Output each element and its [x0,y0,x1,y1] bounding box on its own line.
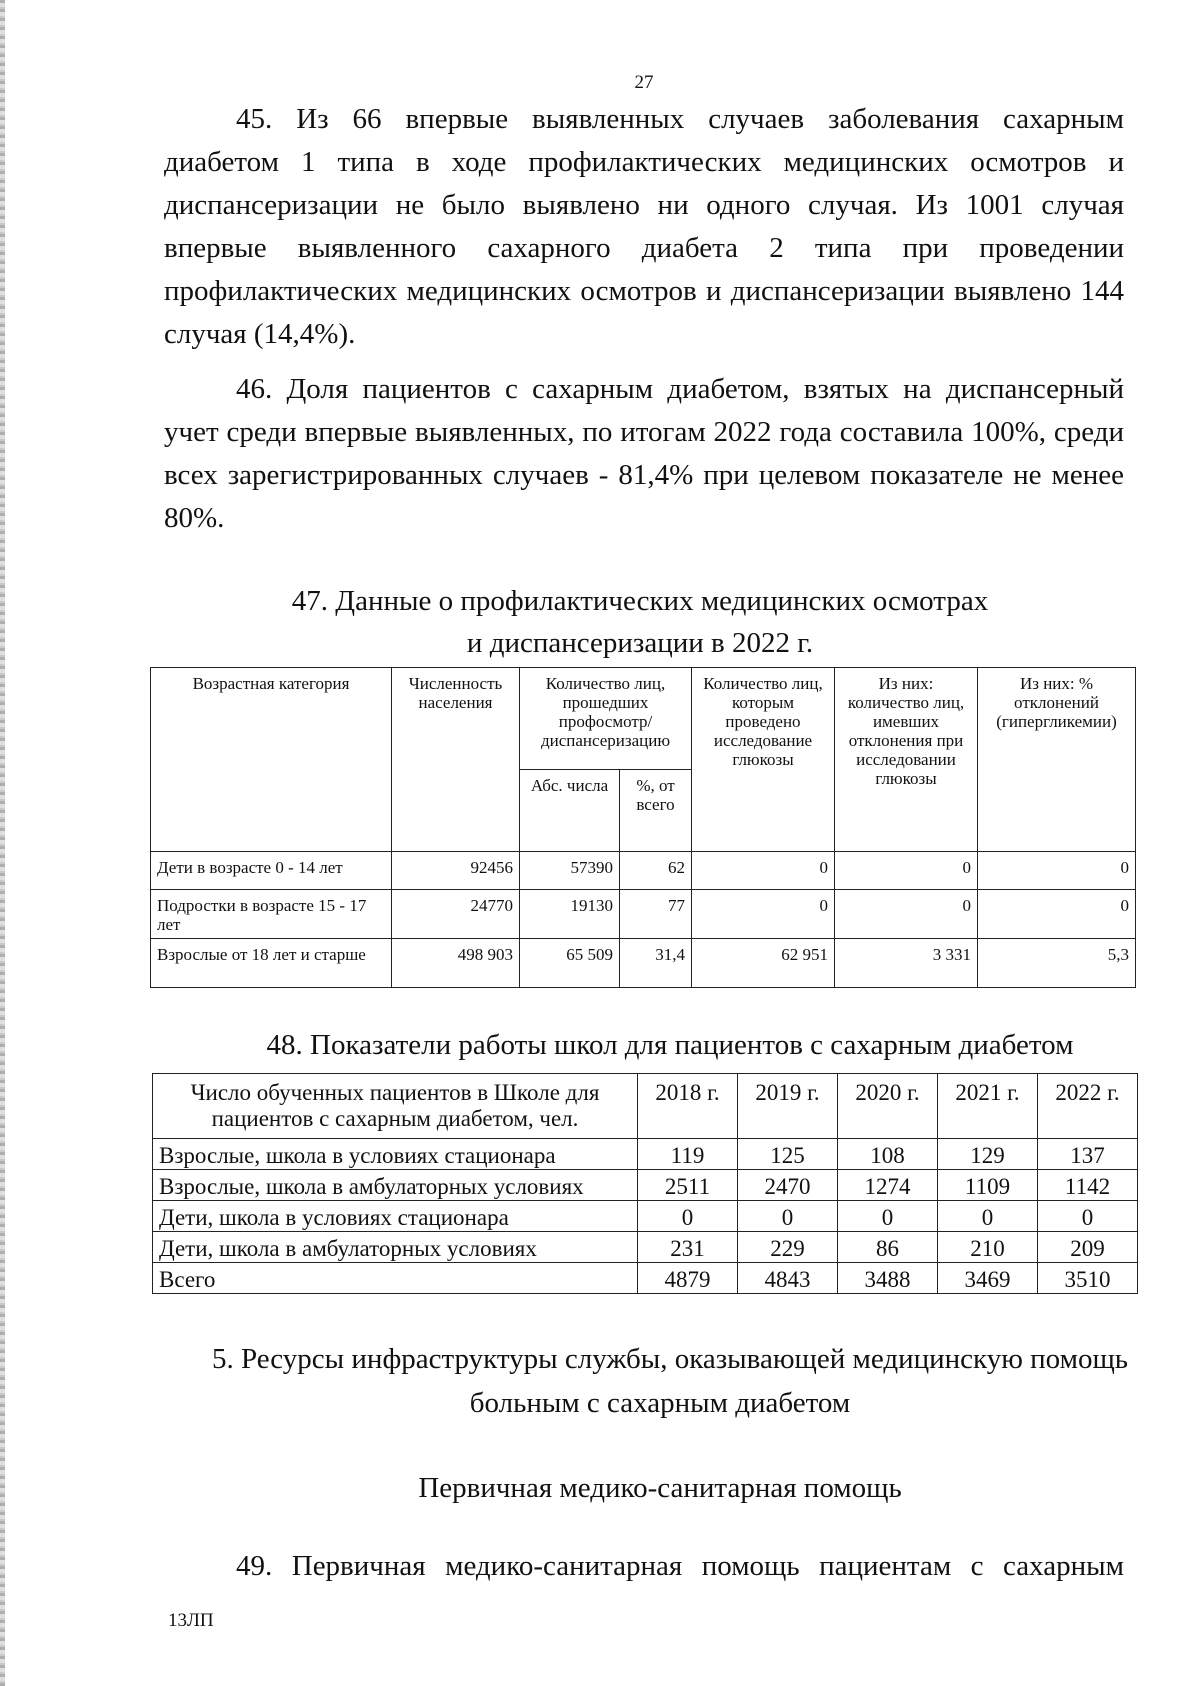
row-label: Взрослые от 18 лет и старше [151,939,392,988]
paragraph-49: 49. Первичная медико-санитарная помощь пациентам с сахарным [236,1550,1124,1582]
cell-value: 0 [738,1201,838,1232]
cell-percent-deviations: 0 [978,852,1136,890]
cell-population: 92456 [392,852,520,890]
cell-value: 0 [1038,1201,1138,1232]
cell-percent-deviations: 5,3 [978,939,1136,988]
header-percent: %, от всего [620,770,692,852]
cell-value: 2470 [738,1170,838,1201]
table-row [153,1170,1138,1201]
header-percent-deviations: Из них: % отклонений (гипергликемии) [978,668,1136,852]
table-47-title-line2: и диспансеризации в 2022 г. [466,627,814,659]
header-year-2019: 2019 г. [738,1074,838,1139]
paragraph-46: 46. Доля пациентов с сахарным диабетом, взятых на диспансерный учет среди впервые выявленных, по итогам 2022 года составила 100%, среди всех зарегистрированных случаев - 81,4% при целевом показателе не менее 80%. [164,373,1124,534]
cell-glucose: 62 951 [692,939,835,988]
header-year-2022: 2022 г. [1038,1074,1138,1139]
cell-value: 2511 [638,1170,738,1201]
cell-deviations: 0 [835,890,978,939]
header-absolute: Абс. числа [520,770,620,852]
header-year-2021: 2021 г. [938,1074,1038,1139]
cell-value: 0 [638,1201,738,1232]
header-deviations: Из них: количество лиц, имевших отклонения при исследовании глюкозы [835,668,978,852]
cell-value: 210 [938,1232,1038,1263]
cell-absolute: 65 509 [520,939,620,988]
cell-value: 137 [1038,1139,1138,1170]
cell-value: 0 [938,1201,1038,1232]
row-label: Дети, школа в условиях стационара [153,1201,638,1232]
table-row [151,939,1136,988]
cell-percent: 31,4 [620,939,692,988]
section-5-heading-line1: 5. Ресурсы инфраструктуры службы, оказывающей медицинскую помощь [211,1343,1129,1375]
page-number: 27 [634,72,654,93]
cell-absolute: 19130 [520,890,620,939]
row-label: Дети в возрасте 0 - 14 лет [151,852,392,890]
header-age-category: Возрастная категория [151,668,392,852]
cell-percent-deviations: 0 [978,890,1136,939]
cell-value: 4879 [638,1263,738,1294]
header-examined: Количество лиц, прошедших профосмотр/ диспансеризацию [520,668,692,770]
cell-value: 3488 [838,1263,938,1294]
cell-population: 24770 [392,890,520,939]
cell-value: 3469 [938,1263,1038,1294]
cell-value: 3510 [1038,1263,1138,1294]
cell-percent: 77 [620,890,692,939]
row-label: Взрослые, школа в амбулаторных условиях [153,1170,638,1201]
cell-value: 229 [738,1232,838,1263]
paragraph-45: 45. Из 66 впервые выявленных случаев заболевания сахарным диабетом 1 типа в ходе профилактических медицинских осмотров и диспансеризации не было выявлено ни одного случая. Из 1001 случая впервые выявленного сахарного диабета 2 типа при проведении профилактических медицинских осмотров и диспансеризации выявлено 144 случая (14,4%). [164,103,1124,350]
cell-deviations: 3 331 [835,939,978,988]
cell-value: 231 [638,1232,738,1263]
table-47-title-line1: 47. Данные о профилактических медицинских осмотрах [291,585,989,617]
header-year-2018: 2018 г. [638,1074,738,1139]
cell-value: 1109 [938,1170,1038,1201]
cell-value: 1142 [1038,1170,1138,1201]
table-row [153,1201,1138,1232]
table-row [153,1139,1138,1170]
row-label: Подростки в возрасте 15 - 17 лет [151,890,392,939]
table-47 [150,667,1136,988]
row-label: Дети, школа в амбулаторных условиях [153,1232,638,1263]
table-48-title: 48. Показатели работы школ для пациентов с сахарным диабетом [266,1029,1074,1061]
header-patients-trained: Число обученных пациентов в Школе для пациентов с сахарным диабетом, чел. [153,1074,638,1139]
header-population: Численность населения [392,668,520,852]
table-48 [152,1073,1138,1294]
table-row [151,852,1136,890]
cell-value: 4843 [738,1263,838,1294]
cell-glucose: 0 [692,852,835,890]
footer-code: 13ЛП [168,1610,214,1631]
cell-value: 129 [938,1139,1038,1170]
cell-value: 119 [638,1139,738,1170]
cell-value: 0 [838,1201,938,1232]
cell-population: 498 903 [392,939,520,988]
cell-absolute: 57390 [520,852,620,890]
row-label: Всего [153,1263,638,1294]
table-row [151,890,1136,939]
cell-value: 108 [838,1139,938,1170]
header-glucose-tested: Количество лиц, которым проведено исследование глюкозы [692,668,835,852]
cell-percent: 62 [620,852,692,890]
scan-edge-shadow [0,0,5,1686]
table-row [153,1232,1138,1263]
header-year-2020: 2020 г. [838,1074,938,1139]
section-5-heading-line2: больным с сахарным диабетом [469,1387,851,1419]
cell-value: 125 [738,1139,838,1170]
cell-value: 209 [1038,1232,1138,1263]
row-label: Взрослые, школа в условиях стационара [153,1139,638,1170]
table-row-total [153,1263,1138,1294]
section-subheading: Первичная медико-санитарная помощь [418,1472,902,1504]
cell-glucose: 0 [692,890,835,939]
cell-value: 1274 [838,1170,938,1201]
cell-deviations: 0 [835,852,978,890]
cell-value: 86 [838,1232,938,1263]
